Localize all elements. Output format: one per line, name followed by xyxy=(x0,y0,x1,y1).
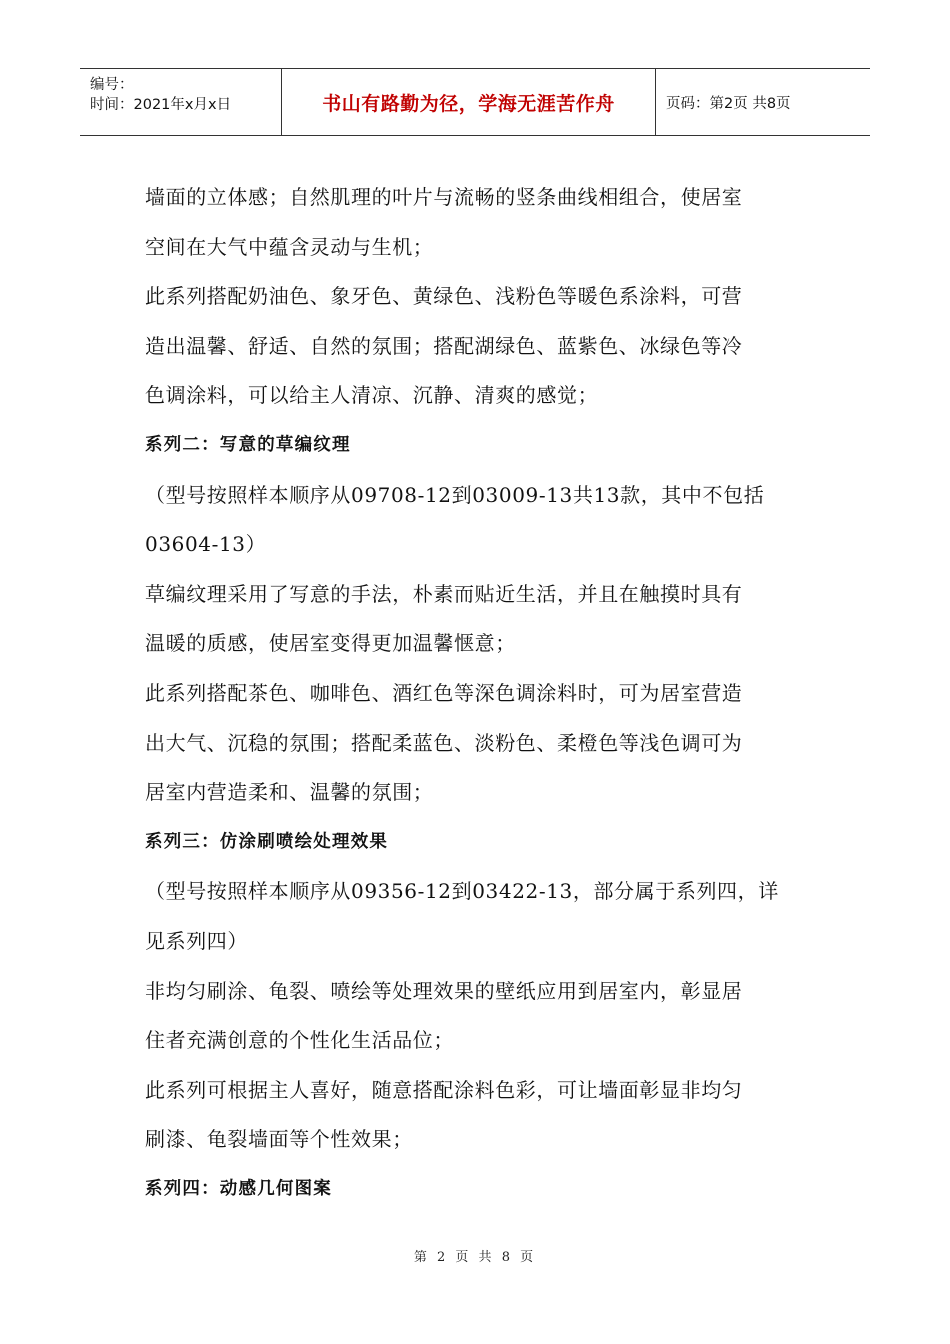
header-page-info: 页码：第2页 共8页 xyxy=(666,95,791,112)
body-line: 03604-13） xyxy=(145,532,267,557)
body-line: 造出温馨、舒适、自然的氛围；搭配湖绿色、蓝紫色、冰绿色等冷 xyxy=(145,333,743,358)
page-footer: 第 2 页 共 8 页 xyxy=(413,1250,537,1265)
body-line: 居室内营造柔和、温馨的氛围； xyxy=(145,780,434,805)
body-line: 刷漆、龟裂墙面等个性效果； xyxy=(145,1127,413,1152)
body-line: 非均匀刷涂、龟裂、喷绘等处理效果的壁纸应用到居室内，彰显居 xyxy=(145,978,743,1003)
body-line: 出大气、沉稳的氛围；搭配柔蓝色、淡粉色、柔橙色等浅色调可为 xyxy=(145,730,743,755)
section-heading: 系列四：动感几何图案 xyxy=(145,1178,332,1199)
body-line: 住者充满创意的个性化生活品位； xyxy=(145,1028,454,1053)
body-line: 墙面的立体感；自然肌理的叶片与流畅的竖条曲线相组合，使居室 xyxy=(145,185,743,209)
body-line: 见系列四） xyxy=(145,928,248,953)
body-line: 此系列可根据主人喜好，随意搭配涂料色彩，可让墙面彰显非均匀 xyxy=(145,1077,743,1102)
body-line: 草编纹理采用了写意的手法，朴素而贴近生活，并且在触摸时具有 xyxy=(145,581,743,606)
header-motto: 书山有路勤为径，学海无涯苦作舟 xyxy=(282,69,656,135)
body-line: 温暖的质感，使居室变得更加温馨惬意； xyxy=(145,631,516,656)
section-heading: 系列二：写意的草编纹理 xyxy=(145,434,351,455)
body-line: 此系列搭配奶油色、象牙色、黄绿色、浅粉色等暖色系涂料，可营 xyxy=(145,284,743,309)
section-heading: 系列三：仿涂刷喷绘处理效果 xyxy=(145,831,389,852)
body-line: 色调涂料，可以给主人清凉、沉静、清爽的感觉； xyxy=(145,383,599,408)
time-label: 时间：2021年x月x日 xyxy=(90,97,232,113)
body-line: （型号按照样本顺序从09708-12到03009-13共13款，其中不包括 xyxy=(145,482,765,507)
document-body xyxy=(145,173,815,1214)
body-line: （型号按照样本顺序从09356-12到03422-13，部分属于系列四，详 xyxy=(145,879,779,904)
header-meta xyxy=(80,69,282,135)
body-line: 此系列搭配茶色、咖啡色、酒红色等深色调涂料时，可为居室营造 xyxy=(145,680,743,705)
body-line: 空间在大气中蕴含灵动与生机； xyxy=(145,234,434,259)
page-header xyxy=(80,68,870,136)
number-label: 编号： xyxy=(90,77,134,93)
